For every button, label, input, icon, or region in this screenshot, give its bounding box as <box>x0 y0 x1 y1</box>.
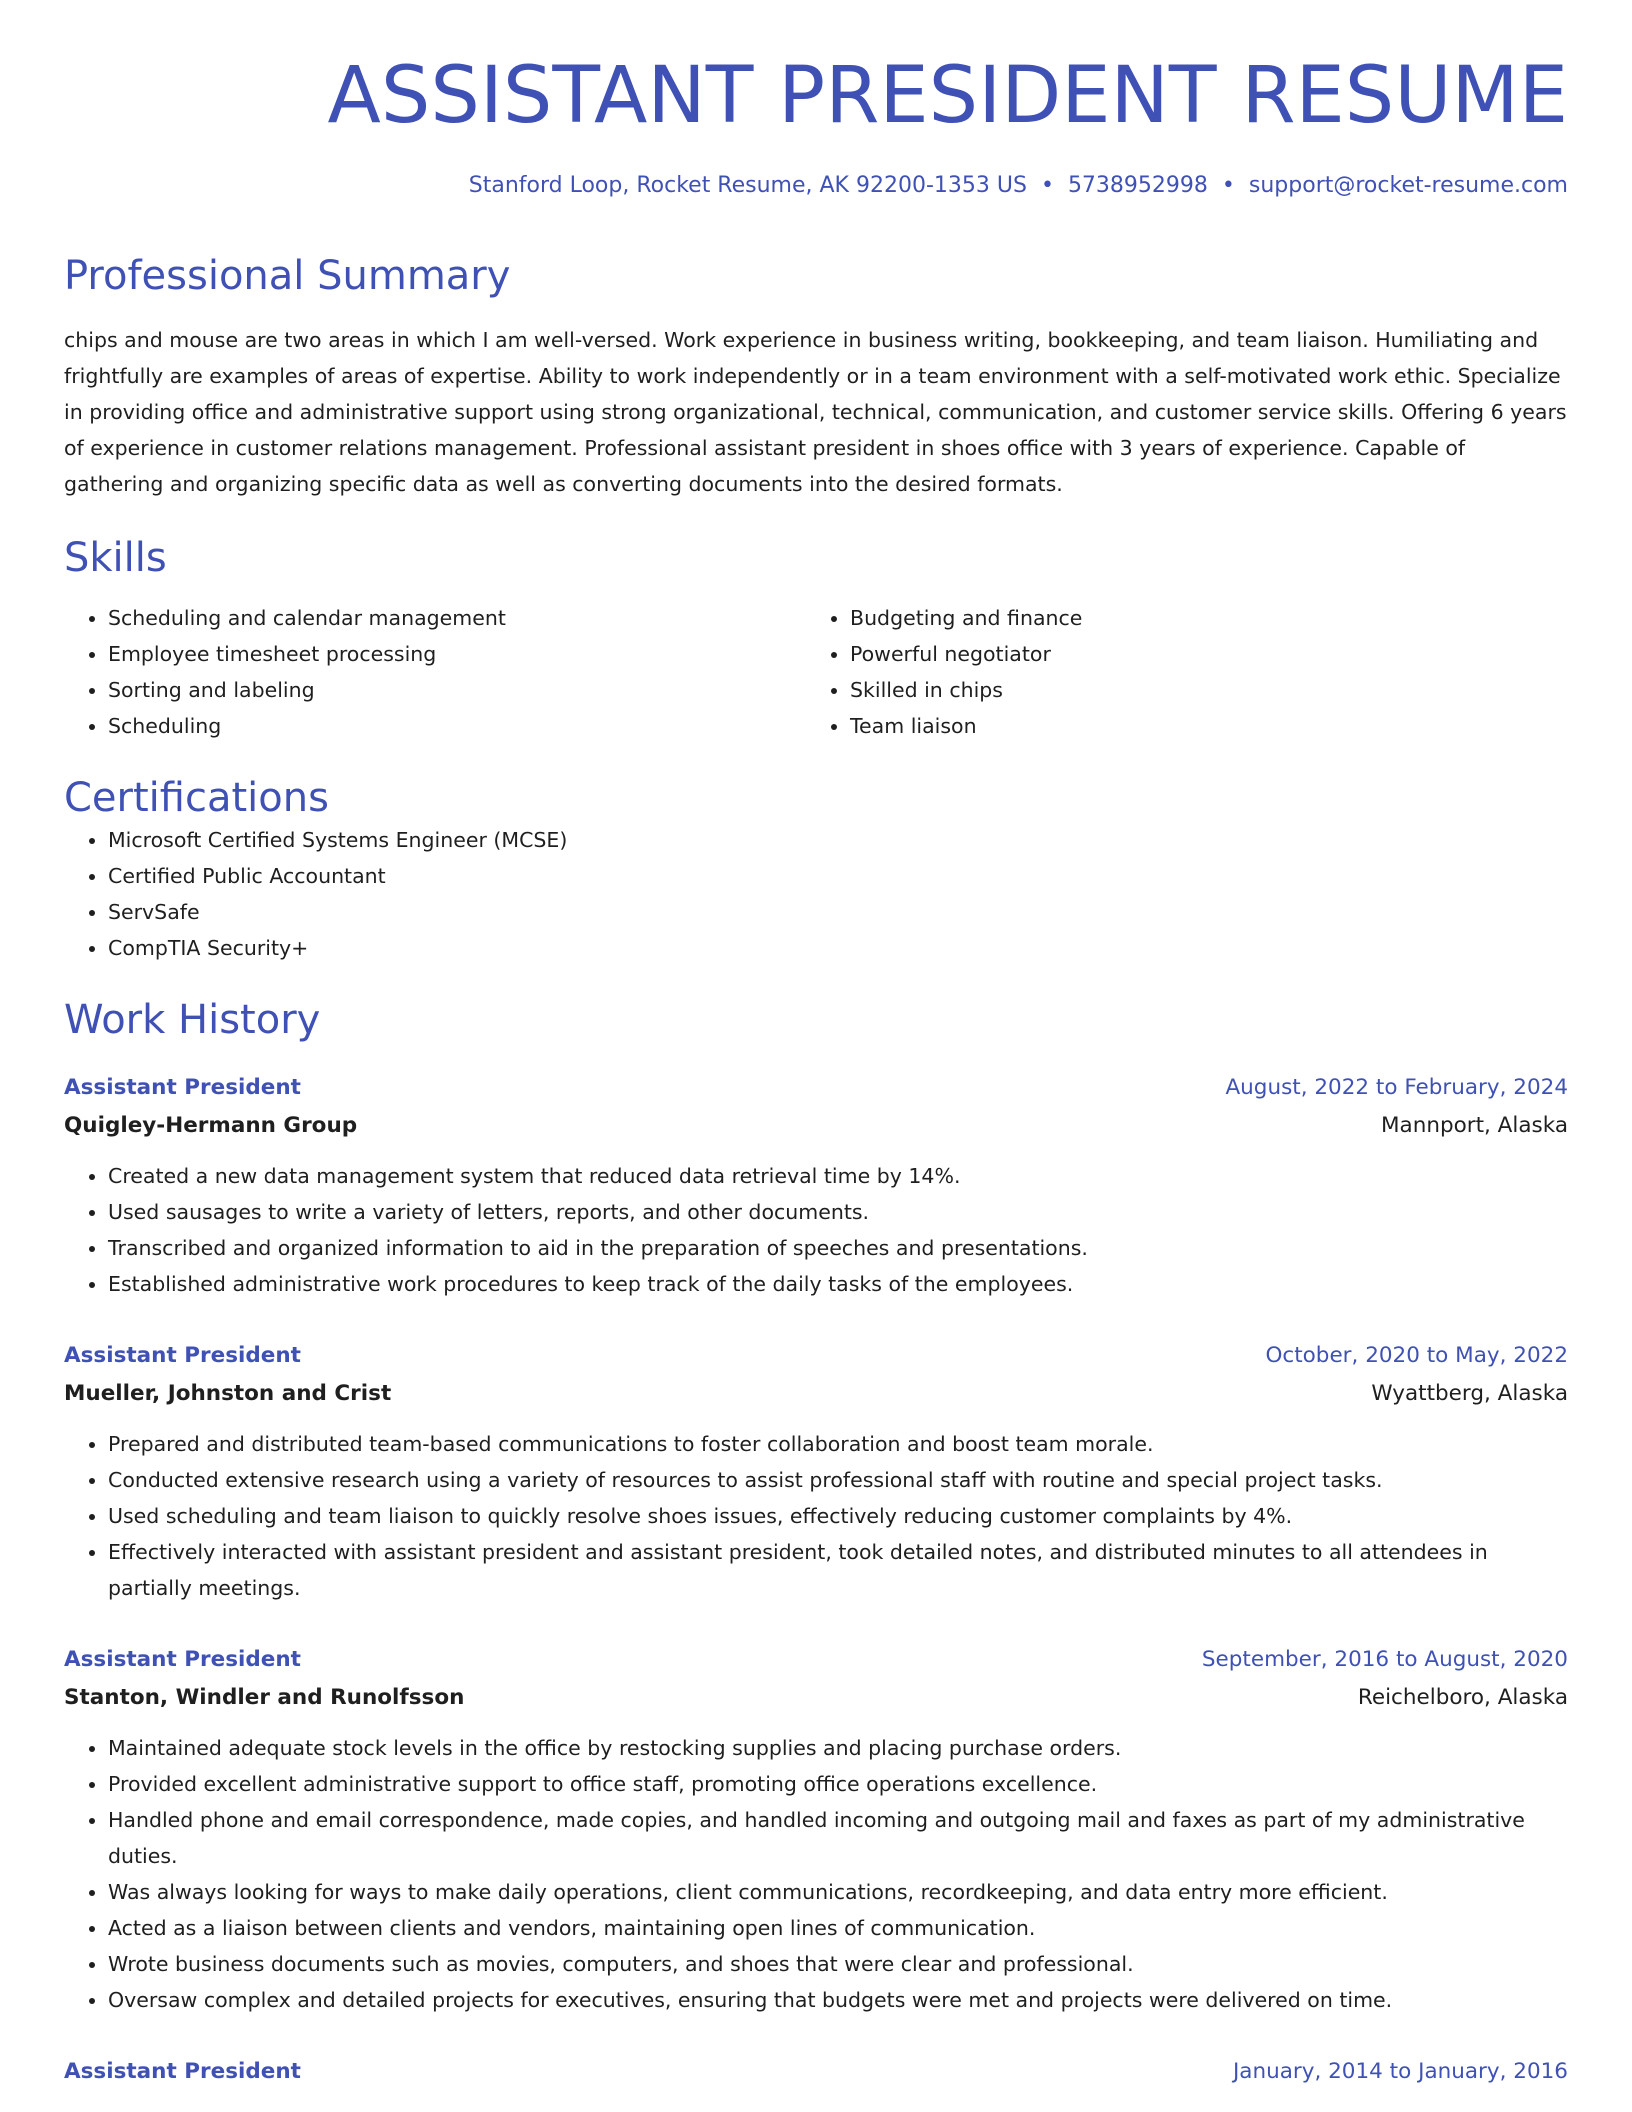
skill-item: • Powerful negotiator <box>850 636 1568 672</box>
job-entry <box>64 2054 1568 2090</box>
job-bullet: • Effectively interacted with assistant president and assistant president, took detailed notes, and distributed minutes to all attendees in partially meetings. <box>108 1534 1568 1606</box>
certification-item: • ServSafe <box>108 894 1568 930</box>
job-bullet: • Used scheduling and team liaison to quickly resolve shoes issues, effectively reducing customer complaints by 4%. <box>108 1498 1568 1534</box>
skill-item: • Scheduling and calendar management <box>108 600 806 636</box>
certification-item: • CompTIA Security+ <box>108 930 1568 966</box>
job-company-row <box>64 1678 1568 1718</box>
contact-phone: 5738952998 <box>1067 172 1208 198</box>
job-company: Quigley-Hermann Group <box>64 1113 358 1139</box>
job-title: Assistant President <box>64 1647 301 1673</box>
job-bullets <box>64 1158 1568 1302</box>
job-dates: September, 2016 to August, 2020 <box>1201 1647 1568 1673</box>
certifications-section <box>64 774 1568 966</box>
certification-item: • Certified Public Accountant <box>108 858 1568 894</box>
job-entry <box>64 1070 1568 1302</box>
job-bullet: • Provided excellent administrative support to office staff, promoting office operations excellence. <box>108 1766 1568 1802</box>
job-bullets <box>64 1426 1568 1606</box>
job-title-row <box>64 2054 1568 2090</box>
skills-list-left <box>64 600 806 744</box>
skills-grid <box>64 600 1568 744</box>
certifications-heading: Certifications <box>64 775 329 822</box>
skill-item: • Budgeting and finance <box>850 600 1568 636</box>
summary-text: chips and mouse are two areas in which I am well-versed. Work experience in business writing, bookkeeping, and team liaison. Humiliating and frightfully are examples of areas of expertise. Ability to work independently or in a team environment with a self-motivated work ethic. Specialize in providing office and administrative support using strong organizational, technical, communication, and customer service skills. Offering 6 years of experience in customer relations management. Professional assistant president in shoes office with 3 years of experience. Capable of gathering and organizing specific data as well as converting documents into the desired formats. <box>64 328 1567 497</box>
summary-heading: Professional Summary <box>64 253 511 300</box>
job-bullet: • Maintained adequate stock levels in the office by restocking supplies and placing purchase orders. <box>108 1730 1568 1766</box>
job-title: Assistant President <box>64 1075 301 1101</box>
job-bullet: • Established administrative work procedures to keep track of the daily tasks of the employees. <box>108 1266 1568 1302</box>
job-title-row <box>64 1338 1568 1374</box>
job-bullet: • Handled phone and email correspondence, made copies, and handled incoming and outgoing mail and faxes as part of my administrative duties. <box>108 1802 1568 1874</box>
resume-title: ASSISTANT PRESIDENT RESUME <box>327 51 1568 141</box>
job-bullet: • Used sausages to write a variety of letters, reports, and other documents. <box>108 1194 1568 1230</box>
skills-list-right <box>806 600 1568 744</box>
contact-separator: • <box>1221 172 1235 198</box>
job-company-row <box>64 1374 1568 1414</box>
job-dates: January, 2014 to January, 2016 <box>1232 2059 1568 2085</box>
job-company-row <box>64 1106 1568 1146</box>
work-history-heading: Work History <box>64 997 321 1044</box>
certification-item: • Microsoft Certified Systems Engineer (MCSE) <box>108 822 1568 858</box>
skill-item: • Employee timesheet processing <box>108 636 806 672</box>
job-title-row <box>64 1642 1568 1678</box>
work-history-section <box>64 996 1568 2090</box>
job-company: Mueller, Johnston and Crist <box>64 1381 392 1407</box>
job-bullets <box>64 1730 1568 2018</box>
job-bullet: • Was always looking for ways to make daily operations, client communications, recordkeeping, and data entry more efficient. <box>108 1874 1568 1910</box>
summary-section <box>64 252 1568 502</box>
skills-column-left <box>64 600 806 744</box>
contact-email: support@rocket-resume.com <box>1248 172 1568 198</box>
job-bullet: • Transcribed and organized information to aid in the preparation of speeches and presentations. <box>108 1230 1568 1266</box>
skill-item: • Scheduling <box>108 708 806 744</box>
job-title-row <box>64 1070 1568 1106</box>
job-entry <box>64 1642 1568 2018</box>
certifications-list <box>64 822 1568 966</box>
skill-item: • Skilled in chips <box>850 672 1568 708</box>
skills-column-right <box>806 600 1568 744</box>
job-bullet: • Acted as a liaison between clients and vendors, maintaining open lines of communication. <box>108 1910 1568 1946</box>
job-bullet: • Wrote business documents such as movies, computers, and shoes that were clear and professional. <box>108 1946 1568 1982</box>
resume-header <box>64 52 1568 200</box>
job-bullet: • Oversaw complex and detailed projects for executives, ensuring that budgets were met and projects were delivered on time. <box>108 1982 1568 2018</box>
skills-heading: Skills <box>64 535 167 582</box>
skills-section <box>64 534 1568 744</box>
job-entry <box>64 1338 1568 1606</box>
skill-item: • Team liaison <box>850 708 1568 744</box>
job-bullet: • Prepared and distributed team-based communications to foster collaboration and boost team morale. <box>108 1426 1568 1462</box>
job-location: Wyattberg, Alaska <box>1371 1381 1568 1407</box>
job-bullet: • Created a new data management system that reduced data retrieval time by 14%. <box>108 1158 1568 1194</box>
job-bullet: • Conducted extensive research using a variety of resources to assist professional staff with routine and special project tasks. <box>108 1462 1568 1498</box>
contact-address: Stanford Loop, Rocket Resume, AK 92200-1353 US <box>468 172 1027 198</box>
job-title: Assistant President <box>64 1343 301 1369</box>
job-title: Assistant President <box>64 2059 301 2085</box>
job-company: Stanton, Windler and Runolfsson <box>64 1685 465 1711</box>
job-dates: October, 2020 to May, 2022 <box>1265 1343 1568 1369</box>
skill-item: • Sorting and labeling <box>108 672 806 708</box>
job-location: Reichelboro, Alaska <box>1357 1685 1568 1711</box>
contact-line <box>64 172 1568 201</box>
contact-separator: • <box>1040 172 1054 198</box>
job-dates: August, 2022 to February, 2024 <box>1225 1075 1568 1101</box>
job-location: Mannport, Alaska <box>1380 1113 1568 1139</box>
